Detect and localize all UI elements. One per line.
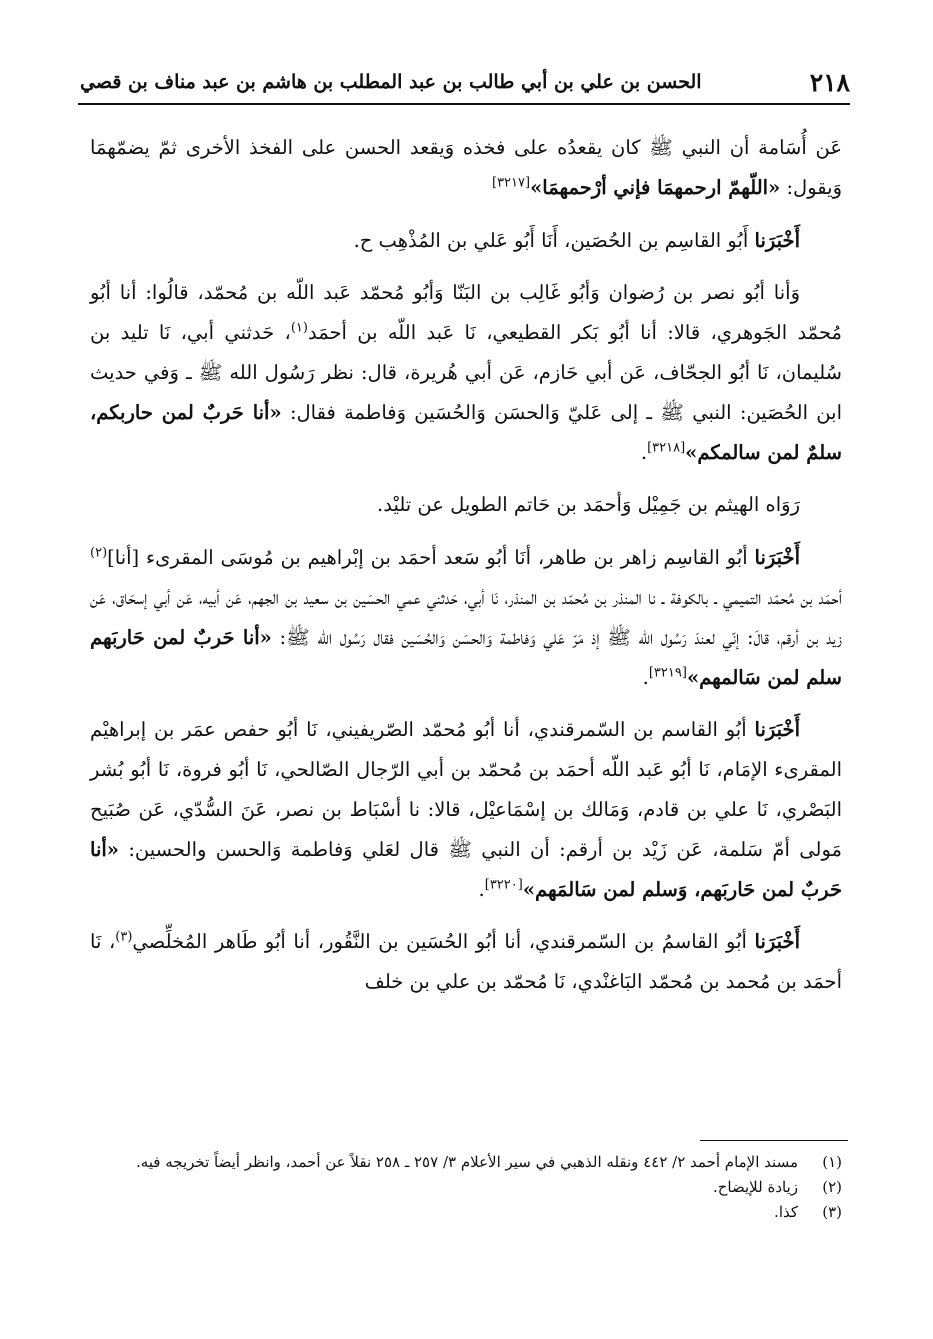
footnote-number: (٣) [822, 1203, 842, 1221]
hadith-quote: «أنا حَربٌ لمن حاربكم، سلمٌ لمن سالمكم» [90, 400, 842, 464]
footnote [90, 1150, 842, 1175]
footnote [90, 1200, 842, 1225]
paragraph-text: . [640, 440, 648, 464]
paragraph-text: أبُو القاسِم زاهر بن طاهر، أنَا أبُو سَعد أحمَد بن إبْراهيم بن مُوسَى المقرىء [أنا] [107, 546, 755, 570]
paragraph-text: ، نَا أحمَد بن مُحمد بن مُحمّد البَاغنْدي، نَا مُحمّد بن علي بن خلف [90, 930, 842, 994]
footnote-rule [700, 1140, 848, 1141]
footnote-number: (٢) [822, 1178, 842, 1196]
page-number: ٢١٨ [809, 67, 850, 97]
header-rule [78, 103, 850, 105]
paragraph-text: أبُو القاسمُ بن السّمرقندي، أنا أبُو الحُسَين بن النَّقُور، أنا أبُو طَاهر المُخلِّصي [132, 930, 755, 954]
paragraph-text: ، حَدثني أبي، نَا تليد بن سُليمان، نَا أبُو الجحّاف، عَن أبي حَازم، عَن أبي هُريرة، قال: نظر رَسُول الله ﷺ ـ وَفي حديث ابن الحُصَين: النبي ﷺ ـ إلى عَليّ وَالحسَن وَالحُسَين وَفاطمة فقال: [90, 321, 842, 424]
paragraph-6 [90, 710, 842, 909]
footnote-marker: (١) [290, 320, 308, 336]
footnote-marker: (٢) [90, 545, 108, 561]
running-title: الحسن بن علي بن أبي طالب بن عبد المطلب بن هاشم بن عبد مناف بن قصي [80, 71, 702, 93]
main-text [90, 128, 842, 1002]
akhbarana-heading: أَخْبَرَنا [754, 546, 800, 570]
footnote [90, 1175, 842, 1200]
hadith-quote: «اللّهمّ ارحمهمَا فإني أرْحمهمَا» [530, 175, 781, 199]
paragraph-4 [90, 485, 842, 525]
paragraph-text: رَوَاه الهيثم بن جَمِيْل وَأحمَد بن حَاتم الطويل عن تليْد. [377, 493, 800, 517]
paragraph-text: عَن أُسَامة أن النبي ﷺ كان يقعدُه على فخذه وَيقعد الحسن على الفخذ الأخرى ثمّ يضمّهمَا وَيقول: [90, 136, 842, 199]
footnote-text: زيادة للإيضاح. [712, 1178, 798, 1196]
footnotes [90, 1150, 842, 1225]
paragraph-2 [90, 221, 842, 261]
paragraph-text: . [478, 877, 485, 901]
hadith-number: [٣٢٢٠] [484, 877, 523, 893]
footnote-marker: (٣) [115, 929, 133, 945]
paragraph-text: أبُو القاسم بن السّمرقندي، أنا أبُو مُحمّد الصّريفيني، نَا أبُو حفص عمَر بن إبراهيْم المقرىء الإمَام، نَا أبُو عَبد اللّه أحمَد بن مُحمّد بن أبي الرّجال الصّالحي، نَا أبُو فروة، نَا أبُو بُشر البَصْري، نَا علي بن قادم، وَمَالك بن إسْمَاعيْل، قالا: نا أسْبَاط بن نصر، عَنَ السُّدّي، عَن صُبَيح مَولى أمّ سَلمة، عَن زَيْد بن أرقم: أن النبي ﷺ قال لعَلي وَفاطمة وَالحسن والحسين: [90, 718, 842, 861]
paragraph-text: أحمَد بن مُحمّد التميمي ـ بالكوفة ـ نا المنذر بن مُحمّد بن المنذر، نَا أبي، حَدثني عمي الحسَين بن سعيد بن الجهم، عَن أبيه، عَن أبي إسحَاق، عَن زيد بن أرقم، قالَ: إنّي لعندَ رَسُول الله ﷺ إذ مَرّ عَلي وَفاطمة وَالحسَن وَالحُسَين فقال رَسُول الله ﷺ: [90, 585, 842, 649]
footnote-text: مسند الإمام أحمد ٢/ ٤٤٢ ونقله الذهبي في سير الأعلام ٣/ ٢٥٧ ـ ٢٥٨ نقلاً عن أحمد، وانظر أيضاً تخريجه فيه. [135, 1153, 798, 1171]
paragraph-text: أَبُو القاسِم بن الحُصَين، أَنَا أَبُو عَلي بن المُذْهِب ح. [353, 228, 755, 252]
hadith-quote: «أنا حَربٌ لمن حَاربَهم، وَسلم لمن سَالمَهم» [90, 837, 842, 901]
hadith-number: [٣٢١٧] [491, 175, 531, 191]
akhbarana-heading: أَخْبَرَنا [754, 228, 800, 252]
paragraph-1 [90, 128, 842, 208]
akhbarana-heading: أَخْبَرَنا [754, 718, 800, 742]
hadith-number: [٣٢١٨] [647, 440, 686, 456]
page-header [80, 62, 850, 102]
footnote-text: كذا. [774, 1203, 798, 1221]
paragraph-text: . [642, 665, 649, 689]
paragraph-text: وَأنا أبُو نصر بن رُضوان وَأبُو غَالِب بن البَنّا وَأبُو مُحمّد عَبد اللّه بن مُحمّد، قالُوا: أنا أبُو مُحمّد الجَوهري، قالا: أنا أبُو بَكر القطيعي، نَا عَبد اللّه بن أحمَد [90, 281, 842, 345]
hadith-number: [٣٢١٩] [648, 665, 687, 681]
paragraph-7 [90, 922, 842, 1002]
paragraph-5 [90, 538, 842, 697]
hadith-quote: «أنا حَربٌ لمن حَاربَهم سلم لمن سَالمهم» [90, 625, 842, 689]
paragraph-3 [90, 273, 842, 472]
footnote-number: (١) [822, 1153, 842, 1171]
akhbarana-heading: أَخْبَرَنا [754, 930, 800, 954]
